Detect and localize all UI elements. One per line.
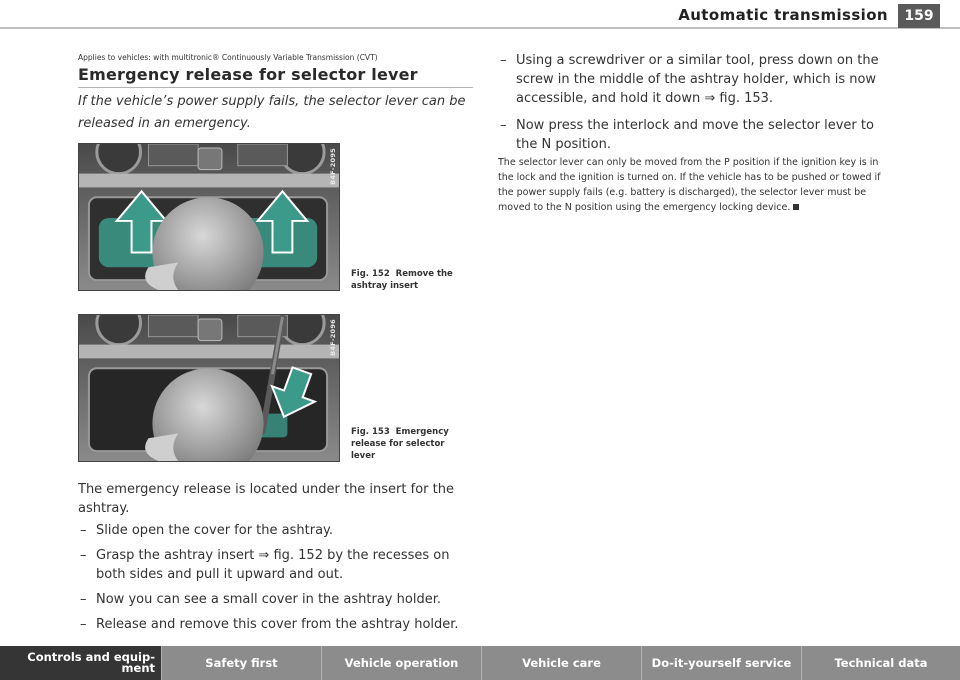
list-item: – Now you can see a small cover in the ashtray holder. [78,590,468,609]
footer-tab-controls[interactable] [0,646,162,680]
footer-tab-label: Technical data [834,655,928,670]
list-item: – Now press the interlock and move the selector lever to the N position. [498,116,890,154]
header-rule [0,27,960,29]
footer-tab-label-line1: Controls and equip- [27,650,155,664]
left-steps-list [78,521,468,640]
footer-tab-label [27,652,155,674]
figure-152-caption-text: Remove the ashtray insert [351,269,453,291]
figure-153-caption-text: Emergency release for selector lever [351,427,449,461]
footer-tab-vehicle-operation[interactable] [322,646,482,680]
figure-152-label: Fig. 152 [351,269,390,279]
list-item: – Release and remove this cover from the ashtray holder. [78,615,468,634]
footer-tab-label: Vehicle operation [344,655,459,670]
list-item: – Slide open the cover for the ashtray. [78,521,468,540]
page-number: 159 [898,4,940,28]
applies-to-note: Applies to vehicles: with multitronic® Continuously Variable Transmission (CVT) [78,53,378,62]
footer-tab-label-line2: ment [121,661,155,675]
footer-tab-label: Safety first [205,655,278,670]
note-text: The selector lever can only be moved from the P position if the ignition key is in the lock and the ignition is turned on. If the vehicle has to be pushed or towed if the power supply fails (e.g. battery is discharged), the selector lever must be moved to the N position using the emergency locking device. [498,157,881,213]
note-paragraph [498,155,890,215]
footer-tab-safety[interactable] [162,646,322,680]
right-steps-list [498,51,890,162]
figure-152-caption [351,268,471,292]
intro-text: If the vehicle’s power supply fails, the selector lever can be released in an emergency. [78,94,466,131]
section-title: Emergency release for selector lever [78,65,473,88]
footer-tab-label: Do-it-yourself service [651,655,792,670]
figure-153-image [78,314,340,462]
footer-tab-diy-service[interactable] [642,646,802,680]
footer-tab-technical-data[interactable] [802,646,960,680]
figure-code: B4F-2096 [329,319,337,356]
footer-nav [0,646,960,680]
list-item: – Grasp the ashtray insert ⇒ fig. 152 by the recesses on both sides and pull it upward and out. [78,546,468,584]
emergency-release-illustration [79,315,339,461]
chapter-title: Automatic transmission [678,6,888,24]
end-of-section-marker [793,204,799,210]
list-item: – Using a screwdriver or a similar tool, press down on the screw in the middle of the ashtray holder, which is now accessible, and hold it down ⇒ fig. 153. [498,51,890,108]
figure-153-label: Fig. 153 [351,427,390,437]
footer-tab-vehicle-care[interactable] [482,646,642,680]
figure-code: B4F-2095 [329,148,337,185]
ashtray-removal-illustration [79,144,339,290]
figure-153-caption [351,426,471,462]
figure-152-image [78,143,340,291]
body-paragraph: The emergency release is located under the insert for the ashtray. [78,482,454,516]
footer-tab-label: Vehicle care [522,655,601,670]
